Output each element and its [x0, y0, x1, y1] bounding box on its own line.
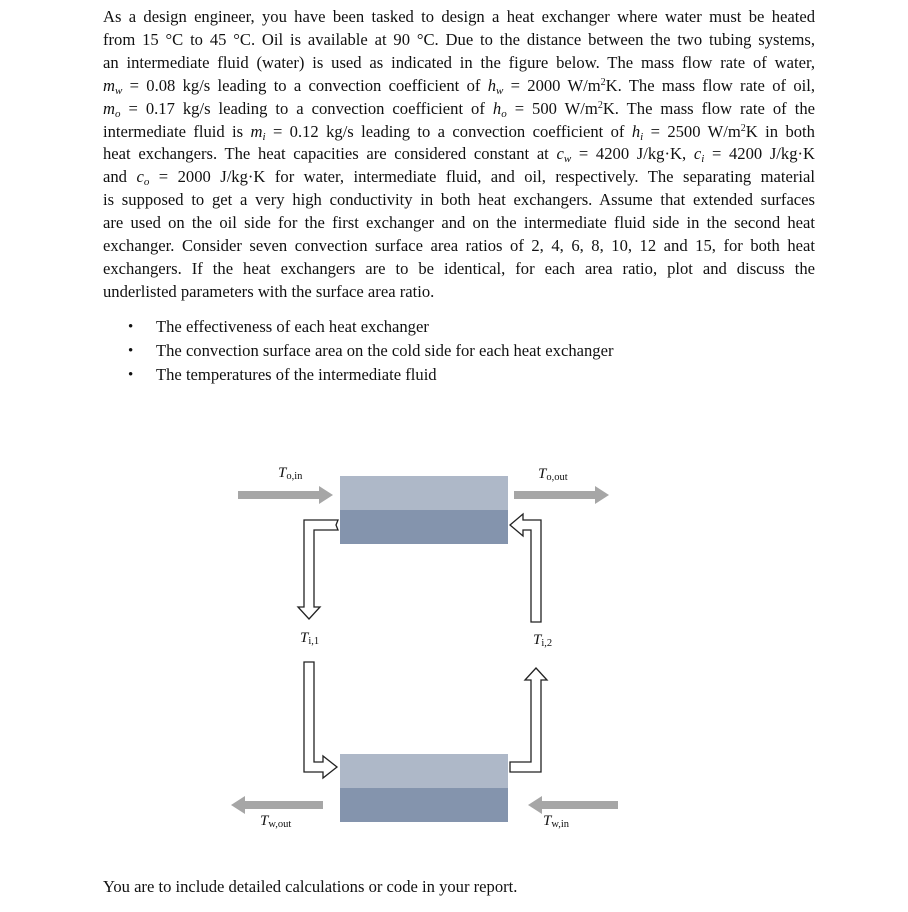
problem-line-4: mw = 0.08 kg/s leading to a convection coefficient of hw = 2000 $W/m^2K$. The mass flow rate of oil,: [103, 75, 815, 97]
bullet-icon: •: [128, 319, 134, 335]
problem-line-12: exchangers. If the heat exchangers are to be identical, for each area ratio, plot and discuss the: [103, 258, 815, 278]
problem-line-5: mo = 0.17 kg/s leading to a convection coefficient of ho = 500 $W/m^2K$. The mass flow rate of the: [103, 98, 815, 120]
list-item: • The effectiveness of each heat exchanger: [128, 315, 613, 339]
left-pipe-lower: [304, 662, 337, 778]
right-pipe-lower: [510, 668, 547, 772]
oil-outlet-arrow: [514, 486, 609, 504]
list-item: • The temperatures of the intermediate fluid: [128, 363, 613, 387]
problem-line-13: underlisted parameters with the surface area ratio.: [103, 281, 435, 301]
footer-note: You are to include detailed calculations or code in your report.: [103, 877, 518, 896]
problem-line-11: exchanger. Consider seven convection surface area ratios of 2, 4, 6, 8, 10, 12 and 15, for both heat: [103, 236, 815, 256]
label-oil-inlet-temp: $T_{o,in}$: [278, 465, 303, 482]
bullet-icon: •: [128, 343, 134, 359]
label-water-outlet-temp: $T_{w,out}$: [260, 813, 292, 830]
hx2-top-section: [340, 754, 508, 788]
hx1-bottom-section: [340, 510, 508, 544]
label-intermediate-temp-2: $T_{i,2}$: [533, 632, 553, 649]
water-outlet-arrow: [231, 796, 323, 814]
left-pipe-upper: [298, 520, 338, 619]
list-item: • The convection surface area on the cold side for each heat exchanger: [128, 339, 613, 363]
oil-inlet-arrow: [238, 486, 333, 504]
right-pipe-upper: [510, 514, 541, 622]
label-water-inlet-temp: $T_{w,in}$: [543, 813, 570, 830]
problem-line-3: an intermediate fluid (water) is used as indicated in the figure below. The mass flow rate of water,: [103, 52, 815, 72]
problem-line-1: As a design engineer, you have been tasked to design a heat exchanger where water must be heated: [103, 7, 815, 26]
hx1-top-section: [340, 476, 508, 510]
problem-line-9: is supposed to get a very high conductivity in both heat exchangers. Assume that extended surfaces: [103, 190, 815, 210]
problem-line-2: from 15 °C to 45 °C. Oil is available at 90 °C. Due to the distance between the two tubing systems,: [103, 29, 815, 49]
label-intermediate-temp-1: $T_{i,1}$: [300, 630, 320, 647]
problem-line-8: and co = 2000 J/kg·K for water, intermediate fluid, and oil, respectively. The separating material: [103, 167, 815, 189]
problem-line-6: intermediate fluid is mi = 0.12 kg/s leading to a convection coefficient of hi = 2500 $W/m^2K$ in both: [103, 121, 815, 143]
water-inlet-arrow: [528, 796, 618, 814]
label-oil-outlet-temp: $T_{o,out}$: [538, 466, 568, 483]
problem-line-7: heat exchangers. The heat capacities are considered constant at cw = 4200 J/kg·K, ci = 4200 J/kg·K: [103, 144, 816, 166]
problem-line-10: are used on the oil side for the first exchanger and on the intermediate fluid side in the second heat: [103, 213, 815, 233]
bullet-icon: •: [128, 367, 134, 383]
hx2-bottom-section: [340, 788, 508, 822]
